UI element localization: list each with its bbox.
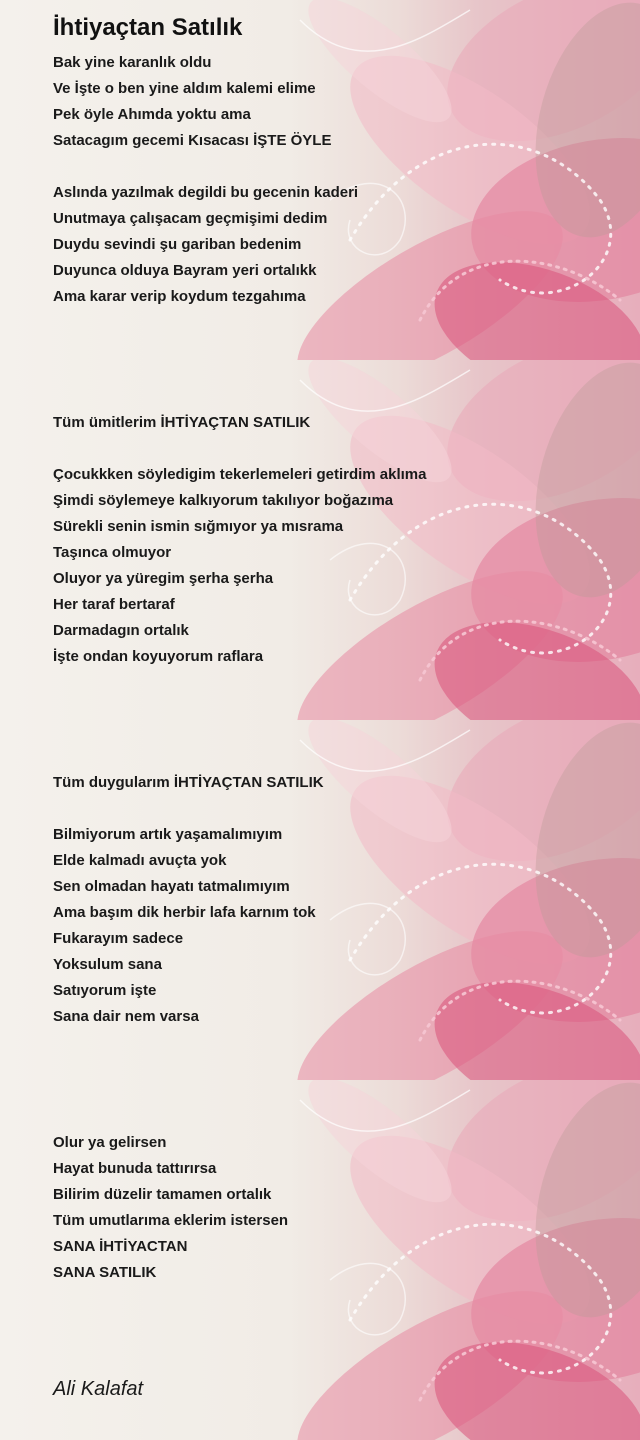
poem-line: Sen olmadan hayatı tatmalımıyım	[53, 878, 290, 895]
poem-line: Ama başım dik herbir lafa karnım tok	[53, 904, 316, 921]
stanza-5	[53, 770, 324, 796]
stanza-7	[53, 1130, 288, 1286]
poem-line: Satıyorum işte	[53, 982, 157, 999]
poem-title: İhtiyaçtan Satılık	[53, 14, 243, 41]
poem-line: İşte ondan koyuyorum raflara	[53, 648, 264, 665]
poem-line: Bak yine karanlık oldu	[53, 54, 212, 71]
poem-line: Şimdi söylemeye kalkıyorum takılıyor boğazıma	[53, 492, 394, 509]
poem-line: Darmadagın ortalık	[53, 622, 189, 639]
poem-line: Satacagım gecemi Kısacası İŞTE ÖYLE	[53, 132, 332, 149]
poem-line: Fukarayım sadece	[53, 930, 184, 947]
poem-line: Her taraf bertaraf	[53, 596, 175, 613]
poem-line: Bilmiyorum artık yaşamalımıyım	[53, 826, 283, 843]
poem-line: Tüm duygularım İHTİYAÇTAN SATILIK	[53, 774, 324, 791]
poem-line: Unutmaya çalışacam geçmişimi dedim	[53, 210, 328, 227]
poem-line: Pek öyle Ahımda yoktu ama	[53, 106, 251, 123]
poem-line: Duyunca olduya Bayram yeri ortalıkk	[53, 262, 317, 279]
poem-author: Ali Kalafat	[53, 1378, 144, 1400]
stanza-6	[53, 822, 316, 1030]
poem-line: Yoksulum sana	[53, 956, 162, 973]
poem-line: Çocukkken söyledigim tekerlemeleri getirdim aklıma	[53, 466, 427, 483]
poem-line: Elde kalmadı avuçta yok	[53, 852, 227, 869]
stanza-3	[53, 410, 310, 436]
poem-line: Sürekli senin ismin sığmıyor ya mısrama	[53, 518, 344, 535]
poem-line: Tüm ümitlerim İHTİYAÇTAN SATILIK	[53, 414, 311, 431]
poem-line: Tüm umutlarıma eklerim istersen	[53, 1212, 289, 1229]
poem-line: Duydu sevindi şu gariban bedenim	[53, 236, 302, 253]
poem-line: Olur ya gelirsen	[53, 1134, 167, 1151]
stanza-1	[53, 50, 331, 154]
poem-line: SANA İHTİYACTAN	[53, 1238, 188, 1255]
stanza-2	[53, 180, 358, 310]
poem-line: Aslında yazılmak degildi bu gecenin kaderi	[53, 184, 359, 201]
poem-line: SANA SATILIK	[53, 1264, 157, 1281]
poem-line: Hayat bunuda tattırırsa	[53, 1160, 217, 1177]
poem-line: Oluyor ya yüregim şerha şerha	[53, 570, 274, 587]
poem-line: Sana dair nem varsa	[53, 1008, 199, 1025]
poem-line: Taşınca olmuyor	[53, 544, 172, 561]
poem-line: Ama karar verip koydum tezgahıma	[53, 288, 306, 305]
poem-line: Ve İşte o ben yine aldım kalemi elime	[53, 80, 316, 97]
stanza-4	[53, 462, 427, 670]
poem-line: Bilirim düzelir tamamen ortalık	[53, 1186, 272, 1203]
